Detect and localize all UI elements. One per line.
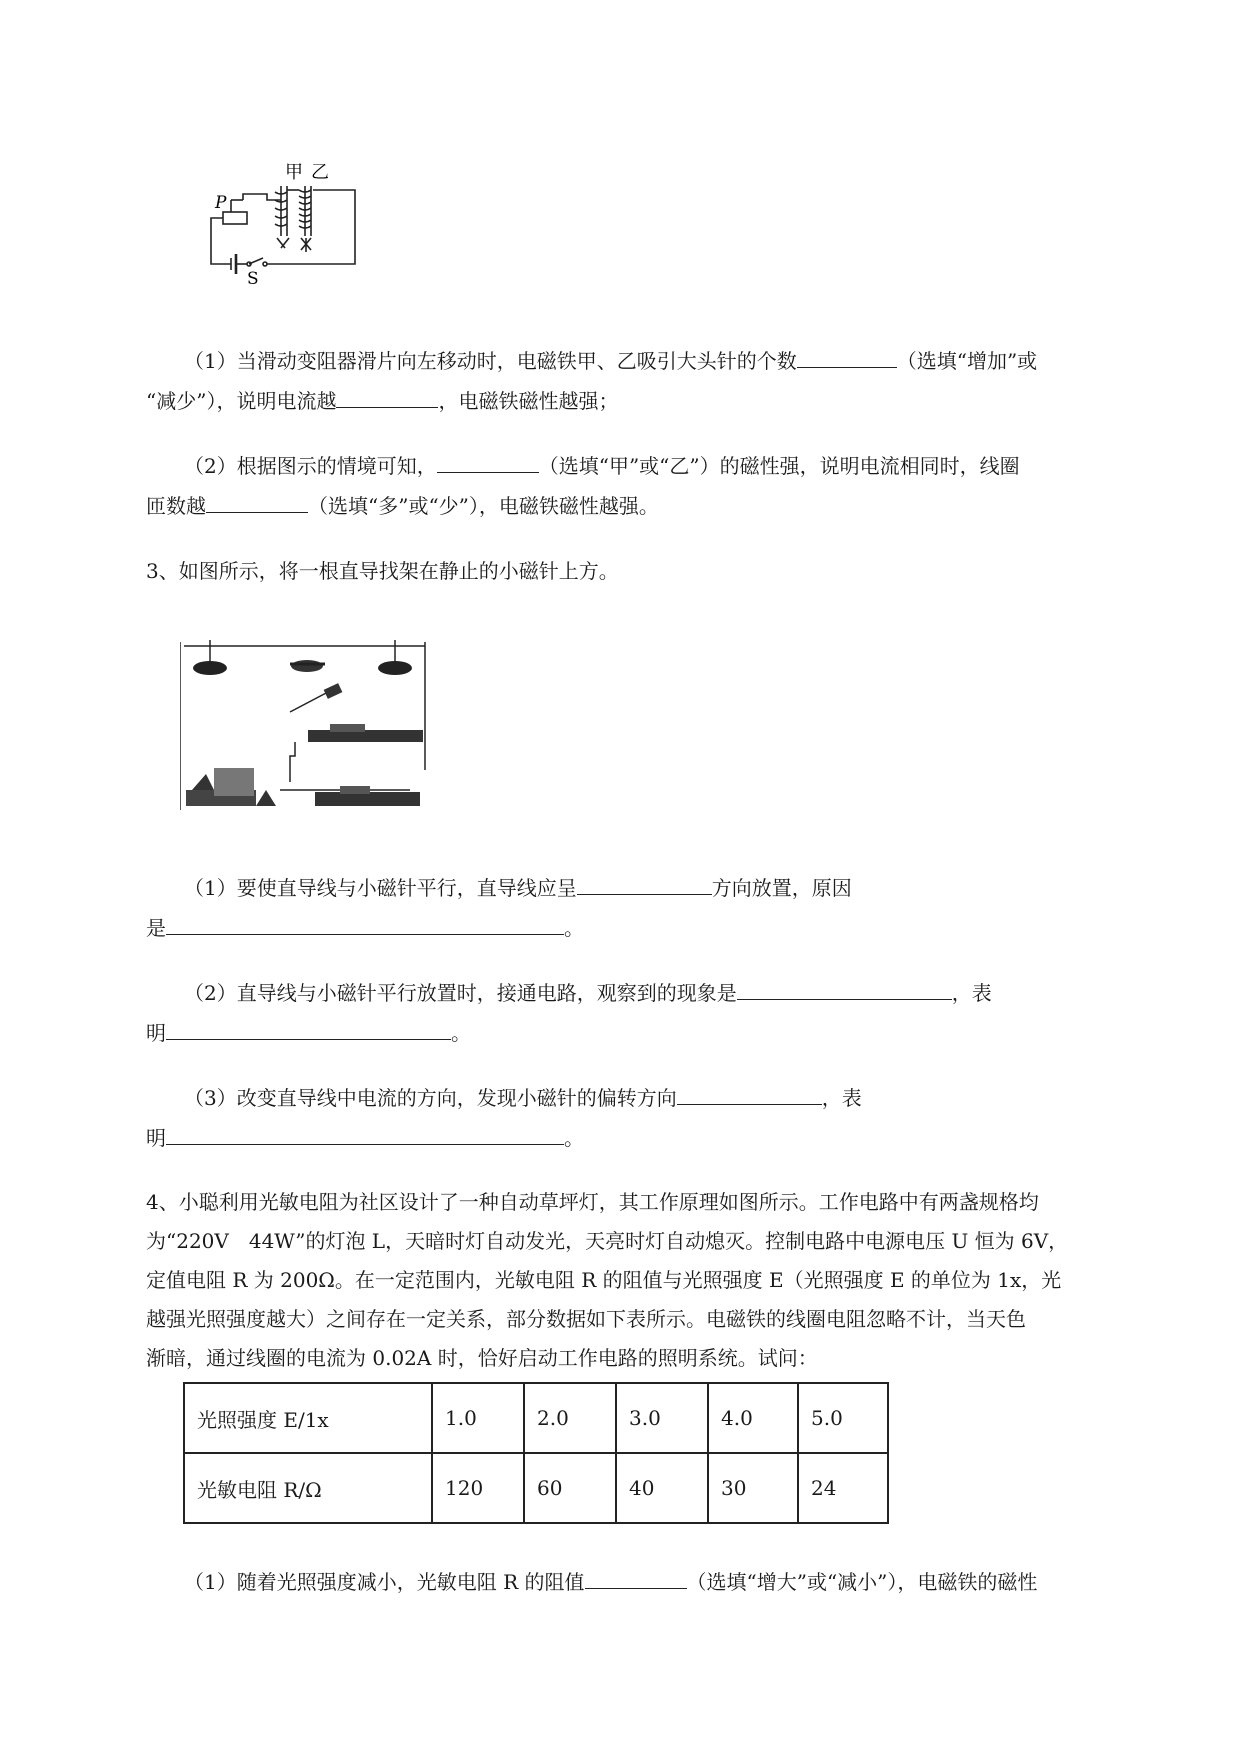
table-row-label: 光照强度 E/1x (184, 1383, 432, 1453)
table-cell: 60 (524, 1453, 616, 1523)
label-jia: 甲 (285, 162, 303, 183)
q2-p2-text-a: （2）根据图示的情境可知， (184, 454, 437, 478)
label-s: S (247, 269, 259, 289)
q3-p1-text-c: 是 (146, 916, 166, 940)
q2-p1-text-b: （选填“增加”或 (896, 349, 1038, 373)
table-cell: 30 (708, 1453, 798, 1523)
table-cell: 5.0 (798, 1383, 888, 1453)
q4-stem-line-2: 为“220V 44W”的灯泡 L，天暗时灯自动发光，天亮时灯自动熄灭。控制电路中电源电压 U 恒为 6V， (146, 1229, 1069, 1253)
label-yi: 乙 (311, 162, 329, 183)
answer-blank[interactable] (585, 1566, 687, 1589)
answer-blank[interactable] (166, 1017, 451, 1040)
label-p: P (215, 193, 227, 213)
table-cell: 3.0 (616, 1383, 708, 1453)
q2-p1-text-c: “减少”），说明电流越 (146, 389, 337, 413)
q2-p1-text-d: ，电磁铁磁性越强； (438, 389, 619, 413)
q3-p1-text-b: 方向放置，原因 (711, 876, 852, 900)
q4-stem-line-1: 4、小聪利用光敏电阻为社区设计了一种自动草坪灯，其工作原理如图所示。工作电路中有两盏规格均 (146, 1190, 1039, 1214)
q4-p1-text-a: （1）随着光照强度减小，光敏电阻 R 的阻值 (184, 1570, 585, 1594)
q3-p3-text-a: （3）改变直导线中电流的方向，发现小磁针的偏转方向 (184, 1086, 677, 1110)
q3-p2-text-b: ，表 (951, 981, 992, 1005)
q4-stem-line-3: 定值电阻 R 为 200Ω。在一定范围内，光敏电阻 R 的阻值与光照强度 E（光照强度 E 的单位为 1x，光 (146, 1268, 1062, 1292)
q2-p2-text-d: （选填“多”或“少”），电磁铁磁性越强。 (308, 494, 659, 518)
answer-blank[interactable] (336, 385, 438, 408)
table-cell: 24 (798, 1453, 888, 1523)
table-row (184, 1453, 888, 1523)
answer-blank[interactable] (577, 872, 712, 895)
q3-p3-text-c: 明 (146, 1126, 166, 1150)
light-resistance-table (183, 1382, 889, 1524)
electromagnet-circuit-figure (205, 160, 375, 290)
q2-p2-text-c: 匝数越 (146, 494, 206, 518)
table-cell: 40 (616, 1453, 708, 1523)
answer-blank[interactable] (677, 1082, 822, 1105)
q3-p3-text-b: ，表 (821, 1086, 862, 1110)
q3-stem: 3、如图所示，将一根直导找架在静止的小磁针上方。 (146, 559, 619, 583)
q4-stem-line-4: 越强光照强度越大）之间存在一定关系，部分数据如下表所示。电磁铁的线圈电阻忽略不计，当天色 (146, 1307, 1026, 1331)
table-row-label: 光敏电阻 R/Ω (184, 1453, 432, 1523)
answer-blank[interactable] (166, 1122, 564, 1145)
q3-p2-text-c: 明 (146, 1021, 166, 1045)
wire-compass-figure (180, 630, 435, 810)
q2-p1-text-a: （1）当滑动变阻器滑片向左移动时，电磁铁甲、乙吸引大头针的个数 (184, 349, 797, 373)
q3-p3-text-d: 。 (564, 1126, 584, 1150)
q4-p1-text-b: （选填“增大”或“减小”），电磁铁的磁性 (686, 1570, 1038, 1594)
answer-blank[interactable] (437, 450, 539, 473)
q2-p2-text-b: （选填“甲”或“乙”）的磁性强，说明电流相同时，线圈 (538, 454, 1020, 478)
answer-blank[interactable] (737, 977, 952, 1000)
table-cell: 1.0 (432, 1383, 524, 1453)
q3-p2-text-d: 。 (451, 1021, 471, 1045)
table-cell: 4.0 (708, 1383, 798, 1453)
answer-blank[interactable] (206, 490, 308, 513)
table-row (184, 1383, 888, 1453)
table-cell: 120 (432, 1453, 524, 1523)
q3-p2-text-a: （2）直导线与小磁针平行放置时，接通电路，观察到的现象是 (184, 981, 737, 1005)
answer-blank[interactable] (797, 345, 897, 368)
q4-stem-line-5: 渐暗，通过线圈的电流为 0.02A 时，恰好启动工作电路的照明系统。试问： (146, 1346, 818, 1370)
table-cell: 2.0 (524, 1383, 616, 1453)
q3-p1-text-d: 。 (564, 916, 584, 940)
q3-p1-text-a: （1）要使直导线与小磁针平行，直导线应呈 (184, 876, 577, 900)
answer-blank[interactable] (166, 912, 564, 935)
